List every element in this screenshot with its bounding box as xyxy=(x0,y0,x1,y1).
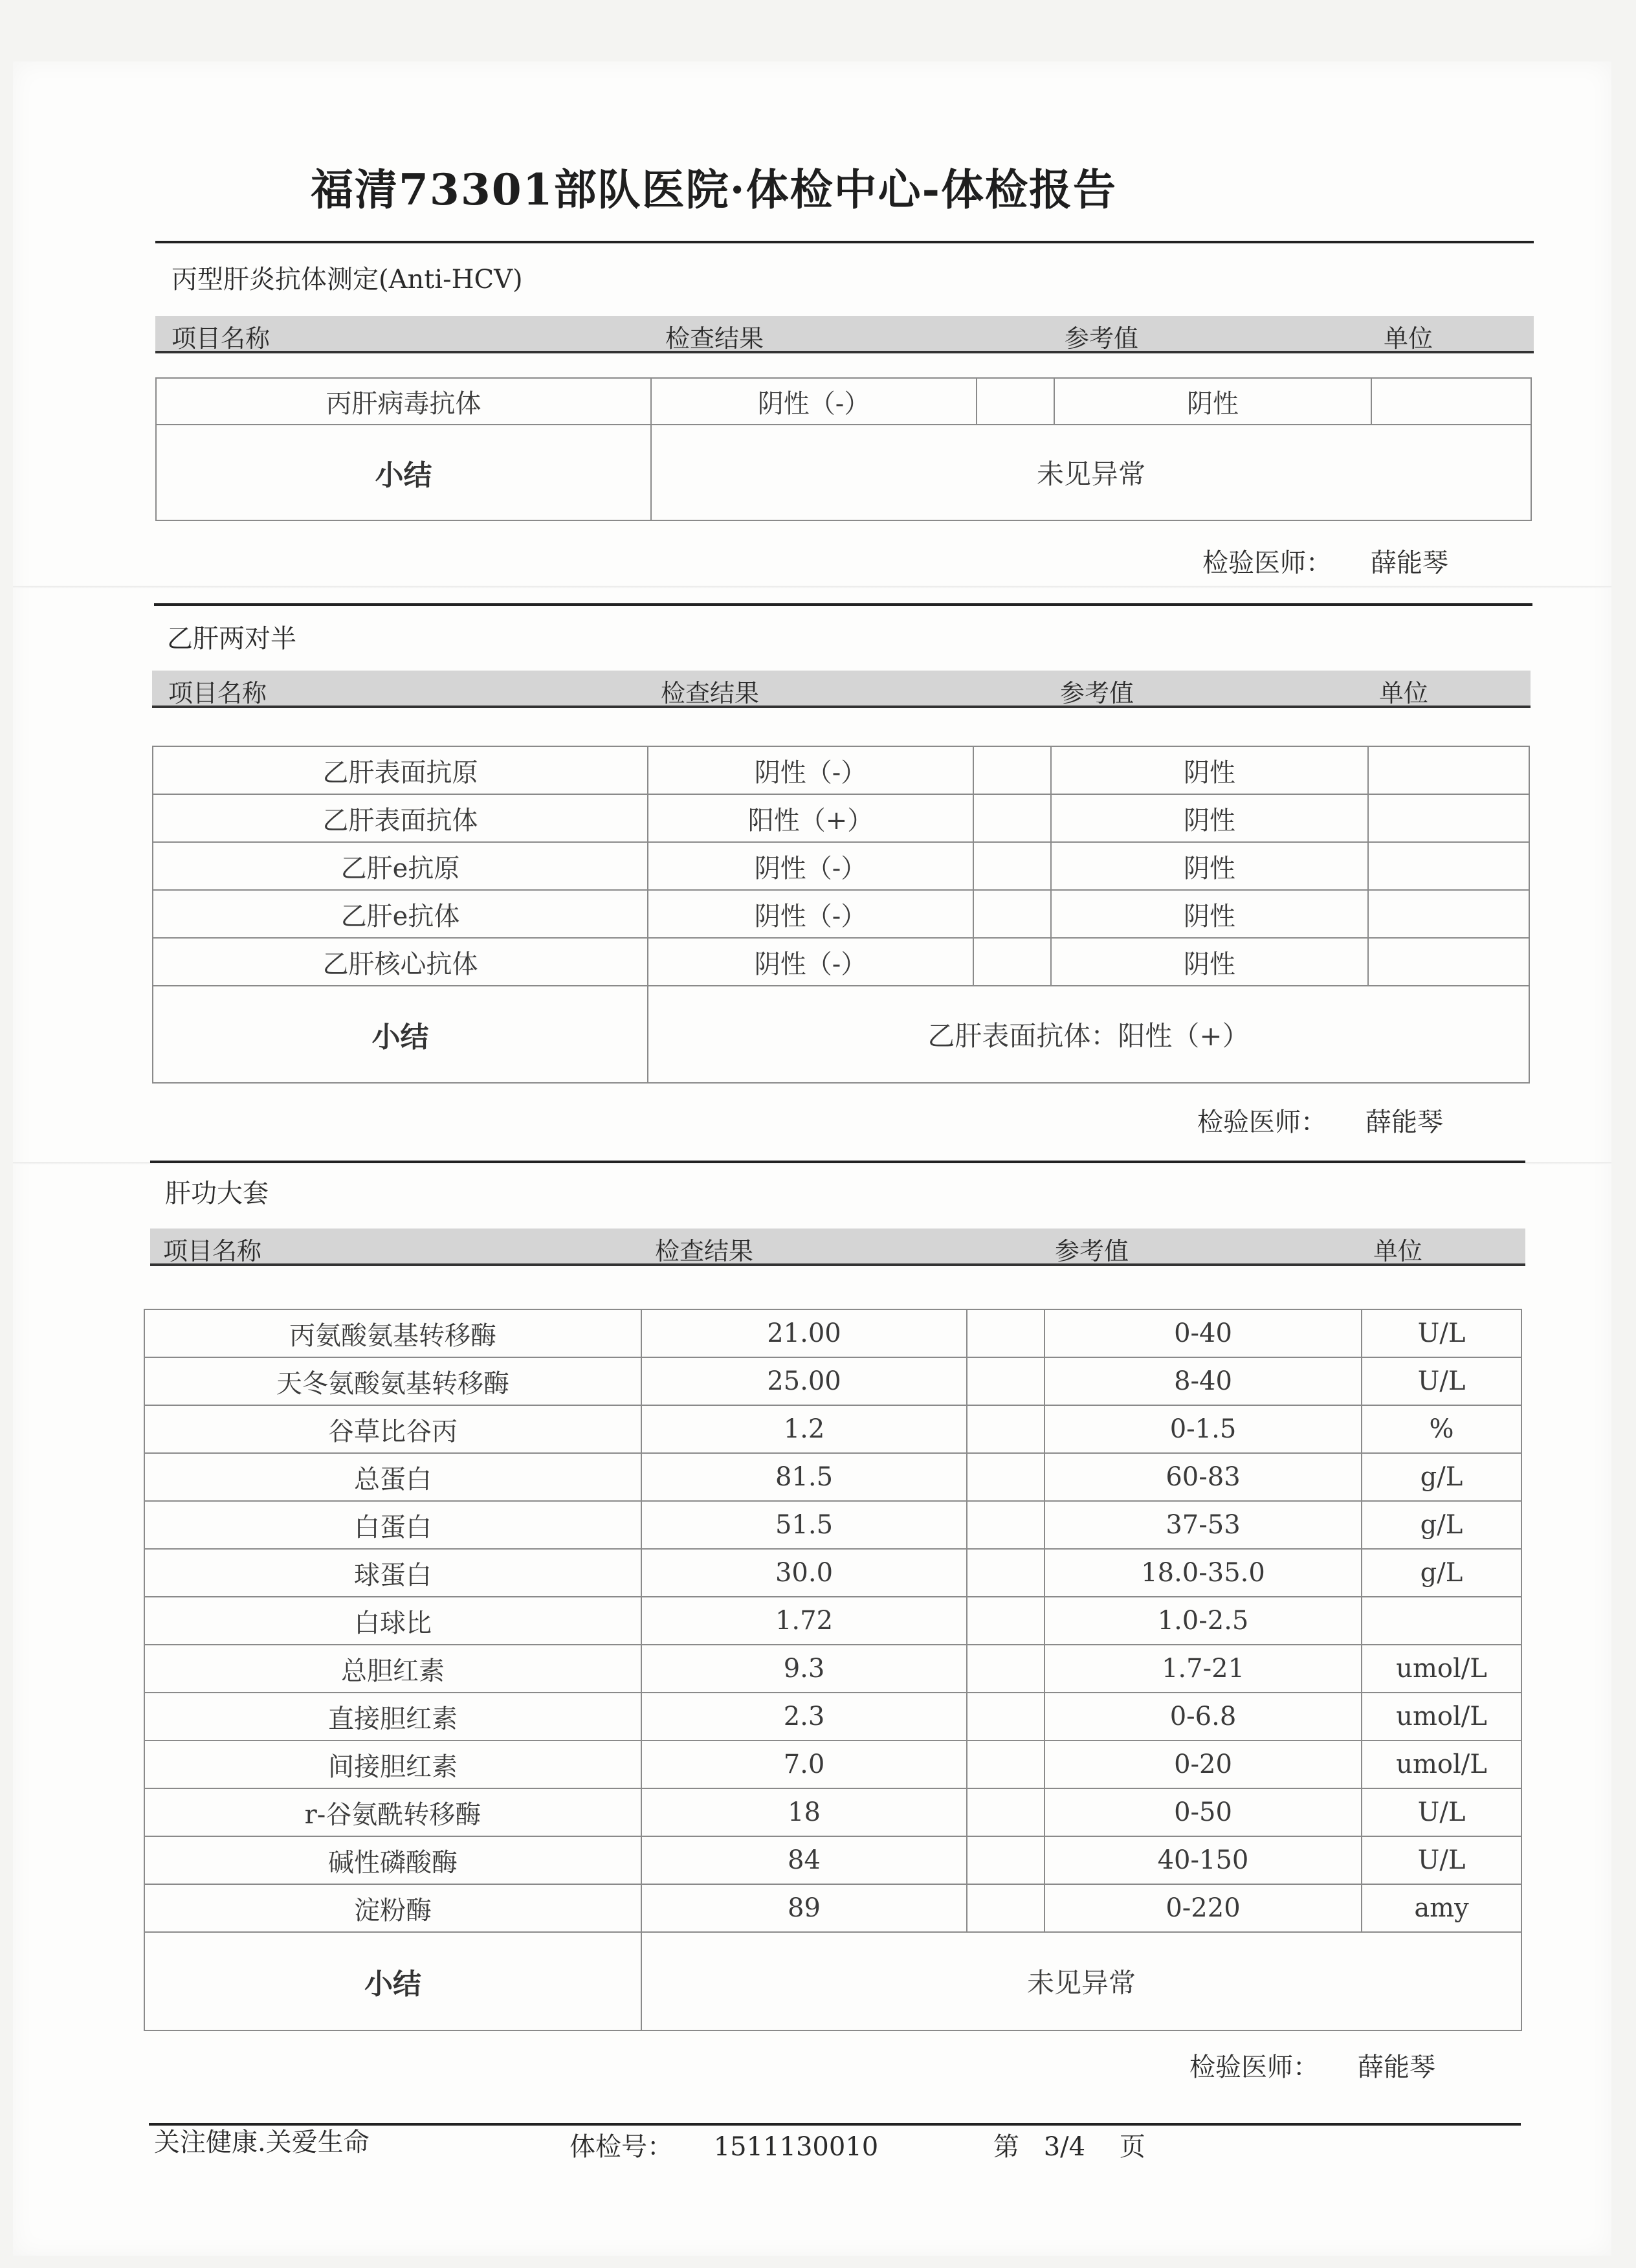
doctor-name: 薛能琴 xyxy=(1365,1107,1443,1137)
item-unit xyxy=(1368,938,1529,986)
table-row xyxy=(144,1788,1521,1836)
table-row xyxy=(144,1740,1521,1788)
summary-label: 小结 xyxy=(156,425,651,520)
table-row xyxy=(144,1693,1521,1740)
table-row xyxy=(144,1645,1521,1693)
item-result: 1.72 xyxy=(641,1597,967,1645)
header-name: 项目名称 xyxy=(168,679,267,707)
item-name: 乙肝e抗体 xyxy=(153,890,648,938)
item-result: 阴性（-） xyxy=(651,378,977,425)
blank-cell xyxy=(967,1836,1045,1884)
exam-number-label: 体检号： xyxy=(569,2132,673,2162)
blank-cell xyxy=(967,1884,1045,1932)
result-table-anti-hcv xyxy=(155,377,1532,521)
item-reference: 0-6.8 xyxy=(1045,1693,1362,1740)
item-result: 阴性（-） xyxy=(648,890,973,938)
header-name: 项目名称 xyxy=(171,324,271,353)
item-name: 白蛋白 xyxy=(144,1501,641,1549)
item-result: 阳性（+） xyxy=(648,794,973,842)
item-reference: 阴性 xyxy=(1054,378,1371,425)
item-result: 阴性（-） xyxy=(648,842,973,890)
blank-cell xyxy=(973,746,1051,794)
item-name: 直接胆红素 xyxy=(144,1693,641,1740)
doctor-name: 薛能琴 xyxy=(1358,2052,1435,2082)
header-result: 检查结果 xyxy=(665,324,764,353)
doctor-signature-liver-function xyxy=(1189,2047,1435,2084)
item-reference: 18.0-35.0 xyxy=(1045,1549,1362,1597)
header-result: 检查结果 xyxy=(661,679,760,707)
item-result: 21.00 xyxy=(641,1309,967,1357)
table-row xyxy=(153,842,1529,890)
blank-cell xyxy=(973,890,1051,938)
doctor-label: 检验医师： xyxy=(1189,2052,1319,2082)
item-unit xyxy=(1368,746,1529,794)
item-result: 阴性（-） xyxy=(648,746,973,794)
item-result: 阴性（-） xyxy=(648,938,973,986)
item-unit xyxy=(1371,378,1531,425)
blank-cell xyxy=(967,1788,1045,1836)
doctor-name: 薛能琴 xyxy=(1371,548,1448,578)
summary-row xyxy=(144,1932,1521,2030)
item-name: 间接胆红素 xyxy=(144,1740,641,1788)
blank-cell xyxy=(967,1357,1045,1405)
doctor-signature-hbv xyxy=(1197,1102,1443,1139)
item-result: 25.00 xyxy=(641,1357,967,1405)
item-result: 9.3 xyxy=(641,1645,967,1693)
blank-cell xyxy=(967,1309,1045,1357)
exam-number xyxy=(569,2126,878,2163)
blank-cell xyxy=(967,1453,1045,1501)
result-table-hbv xyxy=(152,746,1530,1084)
item-reference: 40-150 xyxy=(1045,1836,1362,1884)
section-title-hbv: 乙肝两对半 xyxy=(167,624,296,654)
item-result: 30.0 xyxy=(641,1549,967,1597)
blank-cell xyxy=(967,1645,1045,1693)
item-name: 白球比 xyxy=(144,1597,641,1645)
item-reference: 60-83 xyxy=(1045,1453,1362,1501)
summary-row xyxy=(156,425,1531,520)
item-name: 总蛋白 xyxy=(144,1453,641,1501)
doctor-label: 检验医师： xyxy=(1202,548,1332,578)
section-title-liver-function: 肝功大套 xyxy=(165,1179,269,1208)
blank-cell xyxy=(977,378,1054,425)
item-result: 51.5 xyxy=(641,1501,967,1549)
page-indicator xyxy=(993,2126,1145,2163)
item-name: 乙肝核心抗体 xyxy=(153,938,648,986)
blank-cell xyxy=(967,1501,1045,1549)
section-rule xyxy=(150,1161,1525,1163)
table-row xyxy=(144,1501,1521,1549)
item-unit: U/L xyxy=(1362,1836,1521,1884)
item-unit: umol/L xyxy=(1362,1740,1521,1788)
section-rule xyxy=(155,241,1534,243)
table-row xyxy=(153,746,1529,794)
item-name: 乙肝表面抗原 xyxy=(153,746,648,794)
table-row xyxy=(144,1405,1521,1453)
item-reference: 1.7-21 xyxy=(1045,1645,1362,1693)
summary-text: 未见异常 xyxy=(651,425,1531,520)
item-result: 89 xyxy=(641,1884,967,1932)
summary-text: 乙肝表面抗体：阳性（+） xyxy=(648,986,1529,1083)
table-header-hbv xyxy=(152,671,1531,708)
doctor-label: 检验医师： xyxy=(1197,1107,1327,1137)
item-name: 乙肝表面抗体 xyxy=(153,794,648,842)
header-reference: 参考值 xyxy=(1060,679,1134,707)
footer-slogan: 关注健康.关爱生命 xyxy=(154,2128,370,2157)
page-number: 3/4 xyxy=(1043,2132,1086,2162)
item-name: 天冬氨酸氨基转移酶 xyxy=(144,1357,641,1405)
item-name: r-谷氨酰转移酶 xyxy=(144,1788,641,1836)
item-reference: 0-1.5 xyxy=(1045,1405,1362,1453)
item-unit: g/L xyxy=(1362,1501,1521,1549)
item-unit: umol/L xyxy=(1362,1645,1521,1693)
item-unit: U/L xyxy=(1362,1309,1521,1357)
item-name: 丙氨酸氨基转移酶 xyxy=(144,1309,641,1357)
report-title: 福清73301部队医院·体检中心-体检报告 xyxy=(311,164,1117,215)
item-result: 84 xyxy=(641,1836,967,1884)
header-reference: 参考值 xyxy=(1065,324,1139,353)
table-row xyxy=(144,1597,1521,1645)
item-name: 丙肝病毒抗体 xyxy=(156,378,651,425)
item-name: 乙肝e抗原 xyxy=(153,842,648,890)
item-reference: 阴性 xyxy=(1051,890,1368,938)
summary-row xyxy=(153,986,1529,1083)
item-name: 球蛋白 xyxy=(144,1549,641,1597)
item-result: 1.2 xyxy=(641,1405,967,1453)
paper-fold-line xyxy=(13,586,1611,588)
item-unit xyxy=(1368,794,1529,842)
table-row xyxy=(144,1836,1521,1884)
blank-cell xyxy=(973,938,1051,986)
header-unit: 单位 xyxy=(1373,1237,1423,1265)
item-reference: 0-50 xyxy=(1045,1788,1362,1836)
blank-cell xyxy=(967,1597,1045,1645)
item-reference: 0-20 xyxy=(1045,1740,1362,1788)
table-row xyxy=(153,938,1529,986)
item-result: 2.3 xyxy=(641,1693,967,1740)
header-unit: 单位 xyxy=(1384,324,1433,353)
blank-cell xyxy=(967,1693,1045,1740)
table-row xyxy=(144,1549,1521,1597)
item-unit xyxy=(1362,1597,1521,1645)
item-name: 淀粉酶 xyxy=(144,1884,641,1932)
page-suffix: 页 xyxy=(1119,2132,1145,2162)
item-unit: g/L xyxy=(1362,1453,1521,1501)
table-row xyxy=(144,1453,1521,1501)
item-name: 谷草比谷丙 xyxy=(144,1405,641,1453)
item-reference: 阴性 xyxy=(1051,746,1368,794)
item-name: 碱性磷酸酶 xyxy=(144,1836,641,1884)
page-prefix: 第 xyxy=(993,2132,1019,2162)
header-unit: 单位 xyxy=(1379,679,1429,707)
item-reference: 阴性 xyxy=(1051,842,1368,890)
doctor-signature-anti-hcv xyxy=(1202,542,1448,579)
table-header-anti-hcv xyxy=(155,316,1534,353)
item-result: 81.5 xyxy=(641,1453,967,1501)
blank-cell xyxy=(967,1740,1045,1788)
exam-number-value: 1511130010 xyxy=(713,2132,879,2162)
item-reference: 0-220 xyxy=(1045,1884,1362,1932)
item-reference: 阴性 xyxy=(1051,794,1368,842)
item-unit: U/L xyxy=(1362,1357,1521,1405)
header-name: 项目名称 xyxy=(163,1237,262,1265)
blank-cell xyxy=(973,794,1051,842)
item-result: 18 xyxy=(641,1788,967,1836)
blank-cell xyxy=(967,1549,1045,1597)
blank-cell xyxy=(967,1405,1045,1453)
header-reference: 参考值 xyxy=(1055,1237,1129,1265)
header-result: 检查结果 xyxy=(655,1237,754,1265)
table-header-liver-function xyxy=(150,1228,1525,1266)
table-row xyxy=(153,890,1529,938)
item-reference: 1.0-2.5 xyxy=(1045,1597,1362,1645)
item-unit: umol/L xyxy=(1362,1693,1521,1740)
item-reference: 37-53 xyxy=(1045,1501,1362,1549)
result-table-liver-function xyxy=(144,1309,1522,2031)
item-name: 总胆红素 xyxy=(144,1645,641,1693)
table-row xyxy=(156,378,1531,425)
item-result: 7.0 xyxy=(641,1740,967,1788)
blank-cell xyxy=(973,842,1051,890)
table-row xyxy=(144,1884,1521,1932)
item-unit: % xyxy=(1362,1405,1521,1453)
item-unit xyxy=(1368,842,1529,890)
section-rule xyxy=(154,603,1532,606)
item-unit: amy xyxy=(1362,1884,1521,1932)
item-unit: g/L xyxy=(1362,1549,1521,1597)
summary-label: 小结 xyxy=(144,1932,641,2030)
summary-text: 未见异常 xyxy=(641,1932,1521,2030)
table-row xyxy=(144,1309,1521,1357)
summary-label: 小结 xyxy=(153,986,648,1083)
item-unit xyxy=(1368,890,1529,938)
item-reference: 阴性 xyxy=(1051,938,1368,986)
table-row xyxy=(144,1357,1521,1405)
item-reference: 0-40 xyxy=(1045,1309,1362,1357)
item-reference: 8-40 xyxy=(1045,1357,1362,1405)
table-row xyxy=(153,794,1529,842)
section-title-anti-hcv: 丙型肝炎抗体测定(Anti-HCV) xyxy=(171,265,523,295)
item-unit: U/L xyxy=(1362,1788,1521,1836)
